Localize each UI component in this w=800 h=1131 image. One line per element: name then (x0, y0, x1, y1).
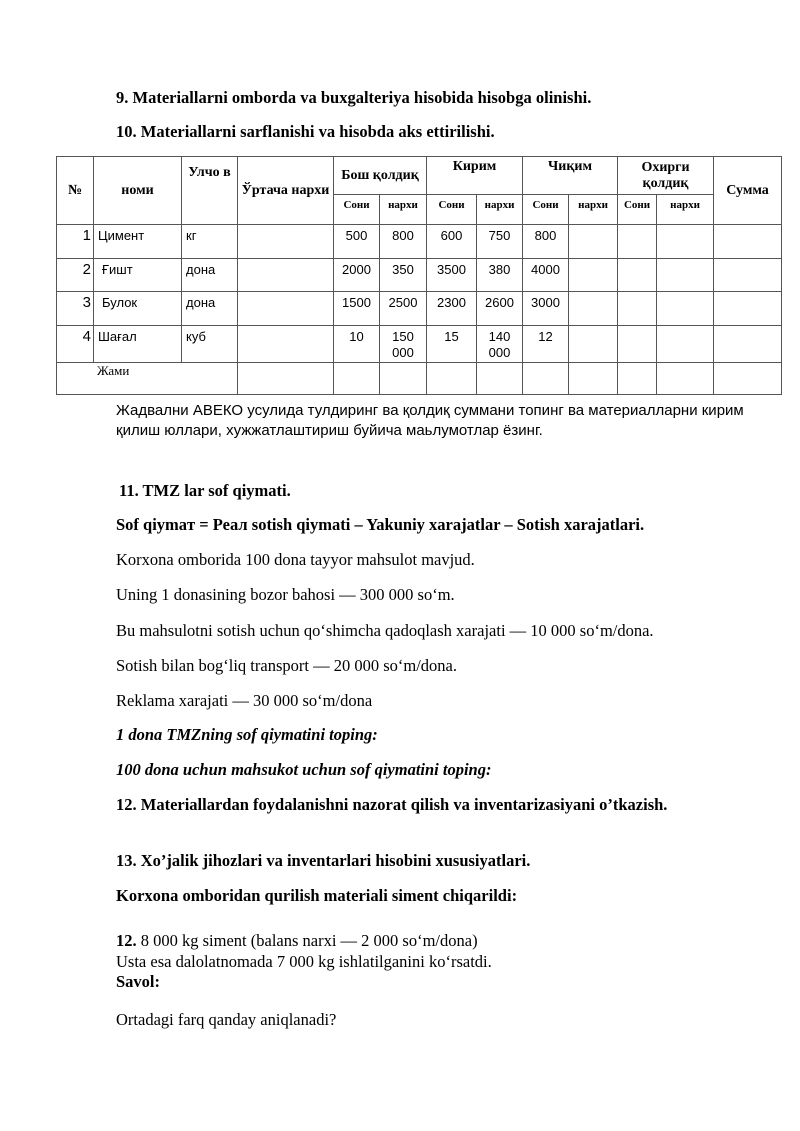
issue-price-cell (569, 259, 618, 292)
receipt-qty-cell: 600 (427, 225, 477, 259)
opening-qty-cell: 2000 (334, 259, 380, 292)
closing-price-cell (657, 326, 714, 363)
materials-table (56, 156, 782, 395)
sum-cell (714, 225, 782, 259)
closing-qty-cell (618, 259, 657, 292)
receipt-qty-cell: 3500 (427, 259, 477, 292)
problem-line: Bu mahsulotni sotish uchun qo‘shimcha qadoqlash xarajati — 10 000 so‘m/dona. (116, 621, 654, 640)
subheader-price: нархи (657, 195, 714, 225)
issue-price-cell (569, 326, 618, 363)
subheader-qty: Сони (334, 195, 380, 225)
receipt-qty-cell: 15 (427, 326, 477, 363)
closing-price-cell (657, 259, 714, 292)
issue-qty-cell: 3000 (523, 292, 569, 326)
header-unit: Улчо в (182, 157, 238, 225)
issue-qty-cell: 800 (523, 225, 569, 259)
case-line-2: Usta esa dalolatnomada 7 000 kg ishlatilganini ko‘rsatdi. (116, 952, 492, 971)
avg-price-cell (238, 225, 334, 259)
opening-qty-cell: 1500 (334, 292, 380, 326)
row-number: 3 (57, 292, 94, 326)
subheader-price: нархи (380, 195, 427, 225)
table-row (57, 259, 782, 292)
row-number: 4 (57, 326, 94, 363)
unit-cell: кг (182, 225, 238, 259)
question-label: Savol: (116, 972, 161, 991)
case-number: 12. (116, 931, 137, 950)
problem-line: Reklama xarajati — 30 000 so‘m/dona (116, 691, 373, 710)
header-closing-balance: Охирги қолдиқ (618, 157, 714, 195)
section-11-title: 11. TMZ lar sof qiymati. (119, 481, 291, 500)
receipt-price-cell: 750 (477, 225, 523, 259)
opening-price-cell: 800 (380, 225, 427, 259)
receipt-qty-cell: 2300 (427, 292, 477, 326)
total-cell (657, 363, 714, 395)
material-name: Булок (94, 292, 182, 326)
avg-price-cell (238, 292, 334, 326)
subheader-qty: Сони (427, 195, 477, 225)
problem-line: Sotish bilan bog‘liq transport — 20 000 so‘m/dona. (116, 656, 457, 675)
total-cell (523, 363, 569, 395)
header-issue: Чиқим (523, 157, 618, 195)
total-cell (427, 363, 477, 395)
unit-cell: куб (182, 326, 238, 363)
problem-line: Uning 1 donasining bozor bahosi — 300 000 so‘m. (116, 585, 455, 604)
opening-qty-cell: 500 (334, 225, 380, 259)
closing-price-cell (657, 292, 714, 326)
task-one-unit: 1 dona TMZning sof qiymatini toping: (116, 725, 378, 744)
section-13-title: 13. Xo’jalik jihozlari va inventarlari hisobini xususiyatlari. (116, 851, 531, 870)
case-line-1-text: 8 000 kg siment (balans narxi — 2 000 so‘m/dona) (136, 931, 478, 950)
avg-price-cell (238, 259, 334, 292)
issue-price-cell (569, 225, 618, 259)
closing-qty-cell (618, 225, 657, 259)
closing-qty-cell (618, 292, 657, 326)
total-label: Жами (57, 363, 238, 395)
net-value-formula: Sof qiymaт = Реал sotish qiymati – Yakuniy xarajatlar – Sotish xarajatlari. (116, 515, 645, 534)
sum-cell (714, 292, 782, 326)
subheader-price: нархи (569, 195, 618, 225)
sum-cell (714, 259, 782, 292)
total-cell (569, 363, 618, 395)
total-cell (380, 363, 427, 395)
opening-price-cell: 350 (380, 259, 427, 292)
header-no: № (57, 157, 94, 225)
section-10-title: 10. Materiallarni sarflanishi va hisobda aks ettirilishi. (116, 122, 495, 141)
table-row (57, 326, 782, 363)
sum-cell (714, 326, 782, 363)
header-name: номи (94, 157, 182, 225)
subheader-qty: Сони (618, 195, 657, 225)
problem-line: Korxona omborida 100 dona tayyor mahsulot mavjud. (116, 550, 475, 569)
question-text: Ortadagi farq qanday aniqlanadi? (116, 1010, 337, 1029)
closing-qty-cell (618, 326, 657, 363)
material-name: Шағал (94, 326, 182, 363)
total-cell (477, 363, 523, 395)
table-instruction: Жадвални АВЕКО усулида тулдиринг ва қолдиқ суммани топинг ва материалларни кирим қилиш юллари, хужжатлаштириш буйича маьлумотлар ёзинг. (116, 402, 744, 439)
receipt-price-cell: 2600 (477, 292, 523, 326)
header-receipt: Кирим (427, 157, 523, 195)
total-cell (618, 363, 657, 395)
issue-qty-cell: 12 (523, 326, 569, 363)
subheader-qty: Сони (523, 195, 569, 225)
opening-price-cell: 2500 (380, 292, 427, 326)
receipt-price-cell: 140 000 (477, 326, 523, 363)
opening-price-cell: 150 000 (380, 326, 427, 363)
section-12-title: 12. Materiallardan foydalanishni nazorat qilish va inventarizasiyani o’tkazish. (116, 795, 668, 814)
task-hundred-units: 100 dona uchun mahsukot uchun sof qiymatini toping: (116, 760, 492, 779)
opening-qty-cell: 10 (334, 326, 380, 363)
header-sum: Сумма (714, 157, 782, 225)
header-opening-balance: Бош қолдиқ (334, 157, 427, 195)
issue-price-cell (569, 292, 618, 326)
total-row (57, 363, 782, 395)
table-row (57, 225, 782, 259)
material-name: Цимент (94, 225, 182, 259)
case-line-1 (116, 931, 766, 951)
case-title: Korxona omboridan qurilish materiali siment chiqarildi: (116, 886, 518, 905)
receipt-price-cell: 380 (477, 259, 523, 292)
row-number: 2 (57, 259, 94, 292)
closing-price-cell (657, 225, 714, 259)
section-9-title: 9. Materiallarni omborda va buxgalteriya hisobida hisobga olinishi. (116, 88, 592, 107)
header-avg-price: Ўртача нархи (238, 157, 334, 225)
total-avg-price-cell (238, 363, 334, 395)
issue-qty-cell: 4000 (523, 259, 569, 292)
total-cell (714, 363, 782, 395)
row-number: 1 (57, 225, 94, 259)
total-cell (334, 363, 380, 395)
unit-cell: дона (182, 292, 238, 326)
avg-price-cell (238, 326, 334, 363)
subheader-price: нархи (477, 195, 523, 225)
table-row (57, 292, 782, 326)
material-name: Ғишт (94, 259, 182, 292)
unit-cell: дона (182, 259, 238, 292)
